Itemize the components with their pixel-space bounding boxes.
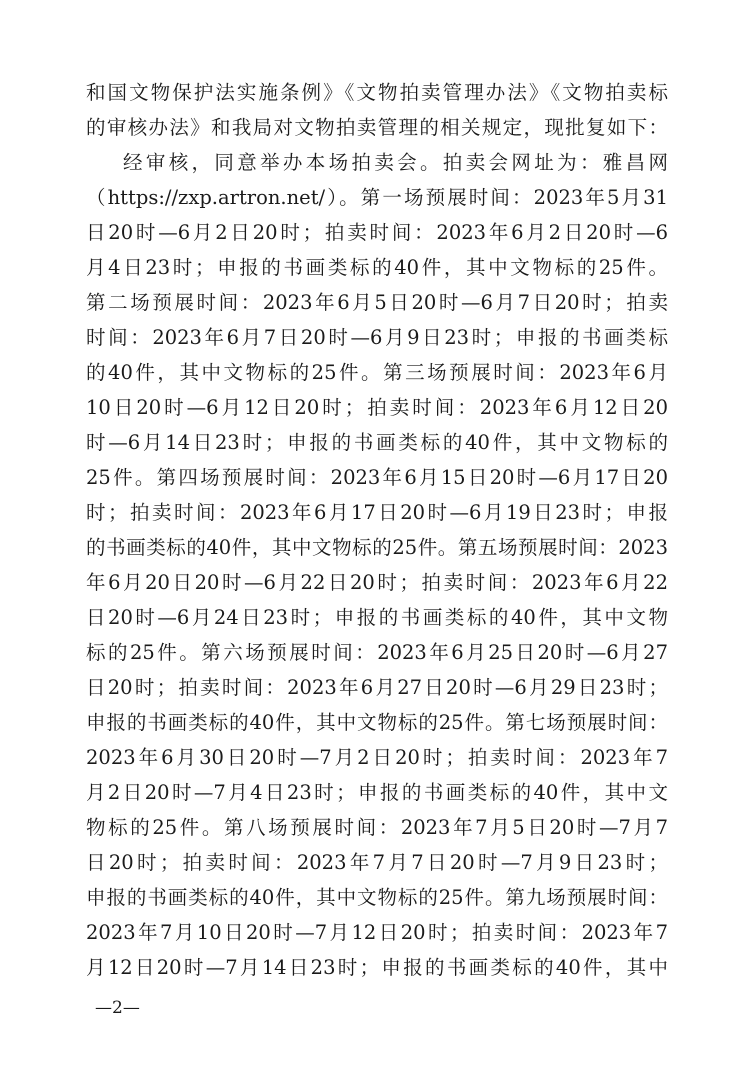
text-line-1: 和国文物保护法实施条例》《文物拍卖管理办法》《文物拍卖标: [86, 81, 668, 104]
text-line-9: 的40件，其中文物标的25件。第三场预展时间：2023年6月: [86, 361, 668, 384]
text-line-10: 10日20时—6月12日20时；拍卖时间：2023年6月12日20: [86, 396, 668, 419]
text-line-7: 第二场预展时间：2023年6月5日20时—6月7日20时；拍卖: [86, 291, 668, 314]
text-line-13: 时；拍卖时间：2023年6月17日20时—6月19日23时；申报: [86, 501, 668, 524]
paragraph-first-line: 经审核，同意举办本场拍卖会。拍卖会网址为：雅昌网: [123, 151, 668, 174]
text-line-6: 月4日23时；申报的书画类标的40件，其中文物标的25件。: [86, 256, 668, 279]
text-line-12: 25件。第四场预展时间：2023年6月15日20时—6月17日20: [86, 466, 668, 489]
text-line-18: 日20时；拍卖时间：2023年6月27日20时—6月29日23时；: [86, 676, 668, 699]
text-line-20: 2023年6月30日20时—7月2日20时；拍卖时间：2023年7: [86, 746, 668, 769]
text-line-4: （https://zxp.artron.net/）。第一场预展时间：2023年5月31: [86, 186, 668, 209]
text-line-15: 年6月20日20时—6月22日20时；拍卖时间：2023年6月22: [86, 571, 668, 594]
text-line-24: 申报的书画类标的40件，其中文物标的25件。第九场预展时间：: [86, 886, 668, 909]
text-line-17: 标的25件。第六场预展时间：2023年6月25日20时—6月27: [86, 641, 668, 664]
page-number: —2—: [95, 998, 140, 1018]
text-line-19: 申报的书画类标的40件，其中文物标的25件。第七场预展时间：: [86, 711, 668, 734]
text-line-2: 的审核办法》和我局对文物拍卖管理的相关规定，现批复如下：: [86, 116, 668, 139]
text-line-16: 日20时—6月24日23时；申报的书画类标的40件，其中文物: [86, 606, 668, 629]
text-line-11: 时—6月14日23时；申报的书画类标的40件，其中文物标的: [86, 431, 668, 454]
text-line-5: 日20时—6月2日20时；拍卖时间：2023年6月2日20时—6: [86, 221, 668, 244]
text-line-14: 的书画类标的40件，其中文物标的25件。第五场预展时间：2023: [86, 536, 668, 559]
text-line-8: 时间：2023年6月7日20时—6月9日23时；申报的书画类标: [86, 326, 668, 349]
text-line-25: 2023年7月10日20时—7月12日20时；拍卖时间：2023年7: [86, 921, 668, 944]
text-line-22: 物标的25件。第八场预展时间：2023年7月5日20时—7月7: [86, 816, 668, 839]
text-line-21: 月2日20时—7月4日23时；申报的书画类标的40件，其中文: [86, 781, 668, 804]
text-line-26: 月12日20时—7月14日23时；申报的书画类标的40件，其中: [86, 956, 668, 979]
text-line-23: 日20时；拍卖时间：2023年7月7日20时—7月9日23时；: [86, 851, 668, 874]
